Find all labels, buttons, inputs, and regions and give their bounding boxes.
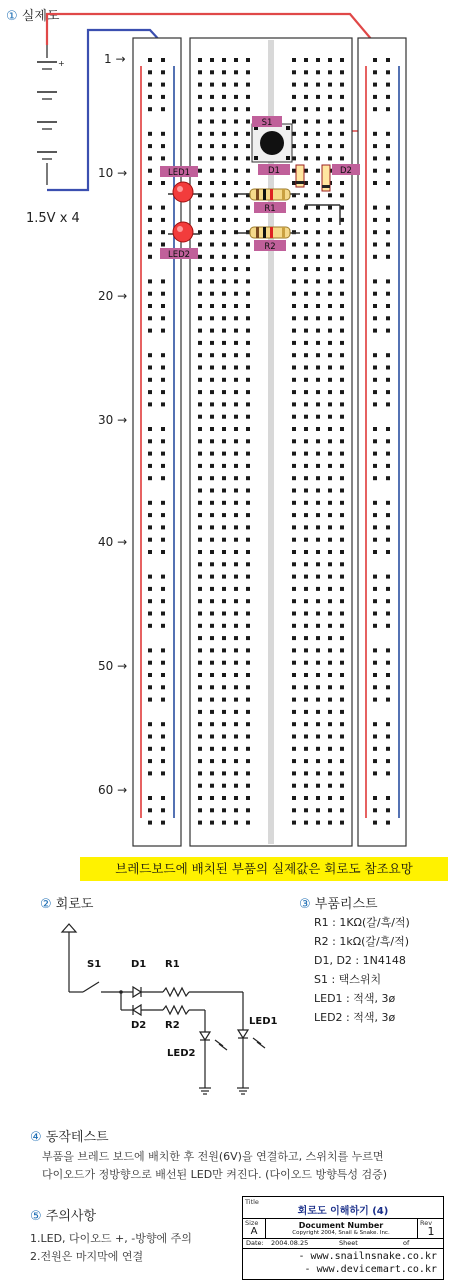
url-block: [299, 1250, 437, 1276]
tact-switch: [252, 124, 292, 162]
row-label-60: 60 →: [98, 783, 128, 797]
diode-d2: [322, 165, 330, 191]
section-title-test: [30, 1126, 109, 1145]
parts-list-item: S1 : 택스위치: [314, 973, 382, 986]
schematic-label-d2: D2: [131, 1020, 147, 1031]
section-label: 회로도: [55, 897, 94, 912]
led2-symbol: [200, 1032, 210, 1040]
board-label-r2: R2: [264, 242, 276, 252]
drawing-title: 회로도 이해하기 (4): [297, 1206, 389, 1217]
row-label-10: 10 →: [98, 166, 128, 180]
section-title-parts: [299, 893, 378, 912]
parts-list-item: R1 : 1KΩ(갈/흑/적): [314, 916, 410, 929]
section-title-caution: [30, 1205, 96, 1224]
section-label: 주의사항: [45, 1209, 97, 1224]
schematic-diagram: [55, 920, 285, 1110]
section-label: 실제도: [21, 9, 60, 24]
schematic-label-r2: R2: [165, 1020, 180, 1031]
date-value: 2004.08.25: [271, 1239, 309, 1247]
section-number: ④: [30, 1130, 42, 1145]
url-snailnsnake: - www.snailnsnake.co.kr: [298, 1251, 437, 1262]
resistor-r2-symbol: [163, 1006, 189, 1014]
row-label-1: 1 →: [104, 52, 126, 66]
resistor-r1-symbol: [163, 988, 189, 996]
row-label-20: 20 →: [98, 289, 128, 303]
section-title-schematic: [40, 893, 93, 912]
svg-text:+: +: [58, 59, 65, 68]
row-label-50: 50 →: [98, 659, 128, 673]
caution-list: [30, 1230, 192, 1266]
section-number: ①: [6, 9, 18, 24]
parts-list-item: LED2 : 적색, 3ø: [314, 1011, 396, 1024]
section-number: ③: [299, 897, 311, 912]
row-label-40: 40 →: [98, 535, 128, 549]
board-label-r1: R1: [264, 204, 276, 214]
battery-label: 1.5V x 4: [26, 211, 80, 226]
row-labels: [98, 52, 127, 797]
board-label-led2: LED2: [167, 250, 191, 260]
schematic-label-r1: R1: [165, 959, 180, 970]
board-label-d2: D2: [340, 166, 352, 176]
section-number: ②: [40, 897, 52, 912]
copyright: Copyright 2004, Snail & Snake. Inc.: [292, 1230, 390, 1236]
url-devicemart: - www.devicemart.co.kr: [304, 1264, 437, 1275]
schematic-label-led2: LED2: [167, 1048, 196, 1059]
row-label-30: 30 →: [98, 413, 128, 427]
board-label-led1: LED1: [167, 168, 191, 178]
parts-list-item: D1, D2 : 1N4148: [314, 954, 406, 967]
parts-list: [314, 913, 410, 1027]
title-block: Title 회로도 이해하기 (4) Size A Document Number Copyright 2004, Snail & Snake. Inc. Rev 1 Date: 2004.08.25 Sheet of - www.snailnsnake.co.kr - www.devicemart.co.kr: [242, 1196, 444, 1280]
battery-icon: [37, 45, 65, 185]
diode-d1-symbol: [133, 987, 141, 997]
caution-item: 2.전원은 마지막에 연결: [30, 1250, 144, 1263]
test-description: 부품을 브레드 보드에 배치한 후 전원(6V)을 연결하고, 스위치를 누르면 다이오드가 정방향으로 배선된 LED만 켜진다. (다이오드 방향특성 검증): [42, 1150, 388, 1181]
schematic-label-led1: LED1: [249, 1016, 278, 1027]
section-number: ⑤: [30, 1209, 42, 1224]
schematic-label-d1: D1: [131, 959, 147, 970]
document-number: Document Number: [298, 1221, 384, 1230]
diode-d2-symbol: [133, 1005, 141, 1015]
power-symbol-icon: [62, 924, 76, 932]
note-banner: 브레드보드에 배치된 부품의 실제값은 회로도 참조요망: [80, 857, 448, 881]
board-label-d1: D1: [268, 166, 280, 176]
caution-item: 1.LED, 다이오드 +, -방향에 주의: [30, 1232, 192, 1245]
parts-list-item: R2 : 1kΩ(갈/흑/적): [314, 935, 409, 948]
schematic-label-s1: S1: [87, 959, 102, 970]
section-label: 부품리스트: [314, 897, 378, 912]
parts-list-item: LED1 : 적색, 3ø: [314, 992, 396, 1005]
led1-symbol: [238, 1030, 248, 1038]
board-label-s1: S1: [261, 118, 273, 128]
diode-d1: [296, 165, 304, 187]
section-label: 동작테스트: [45, 1130, 109, 1145]
